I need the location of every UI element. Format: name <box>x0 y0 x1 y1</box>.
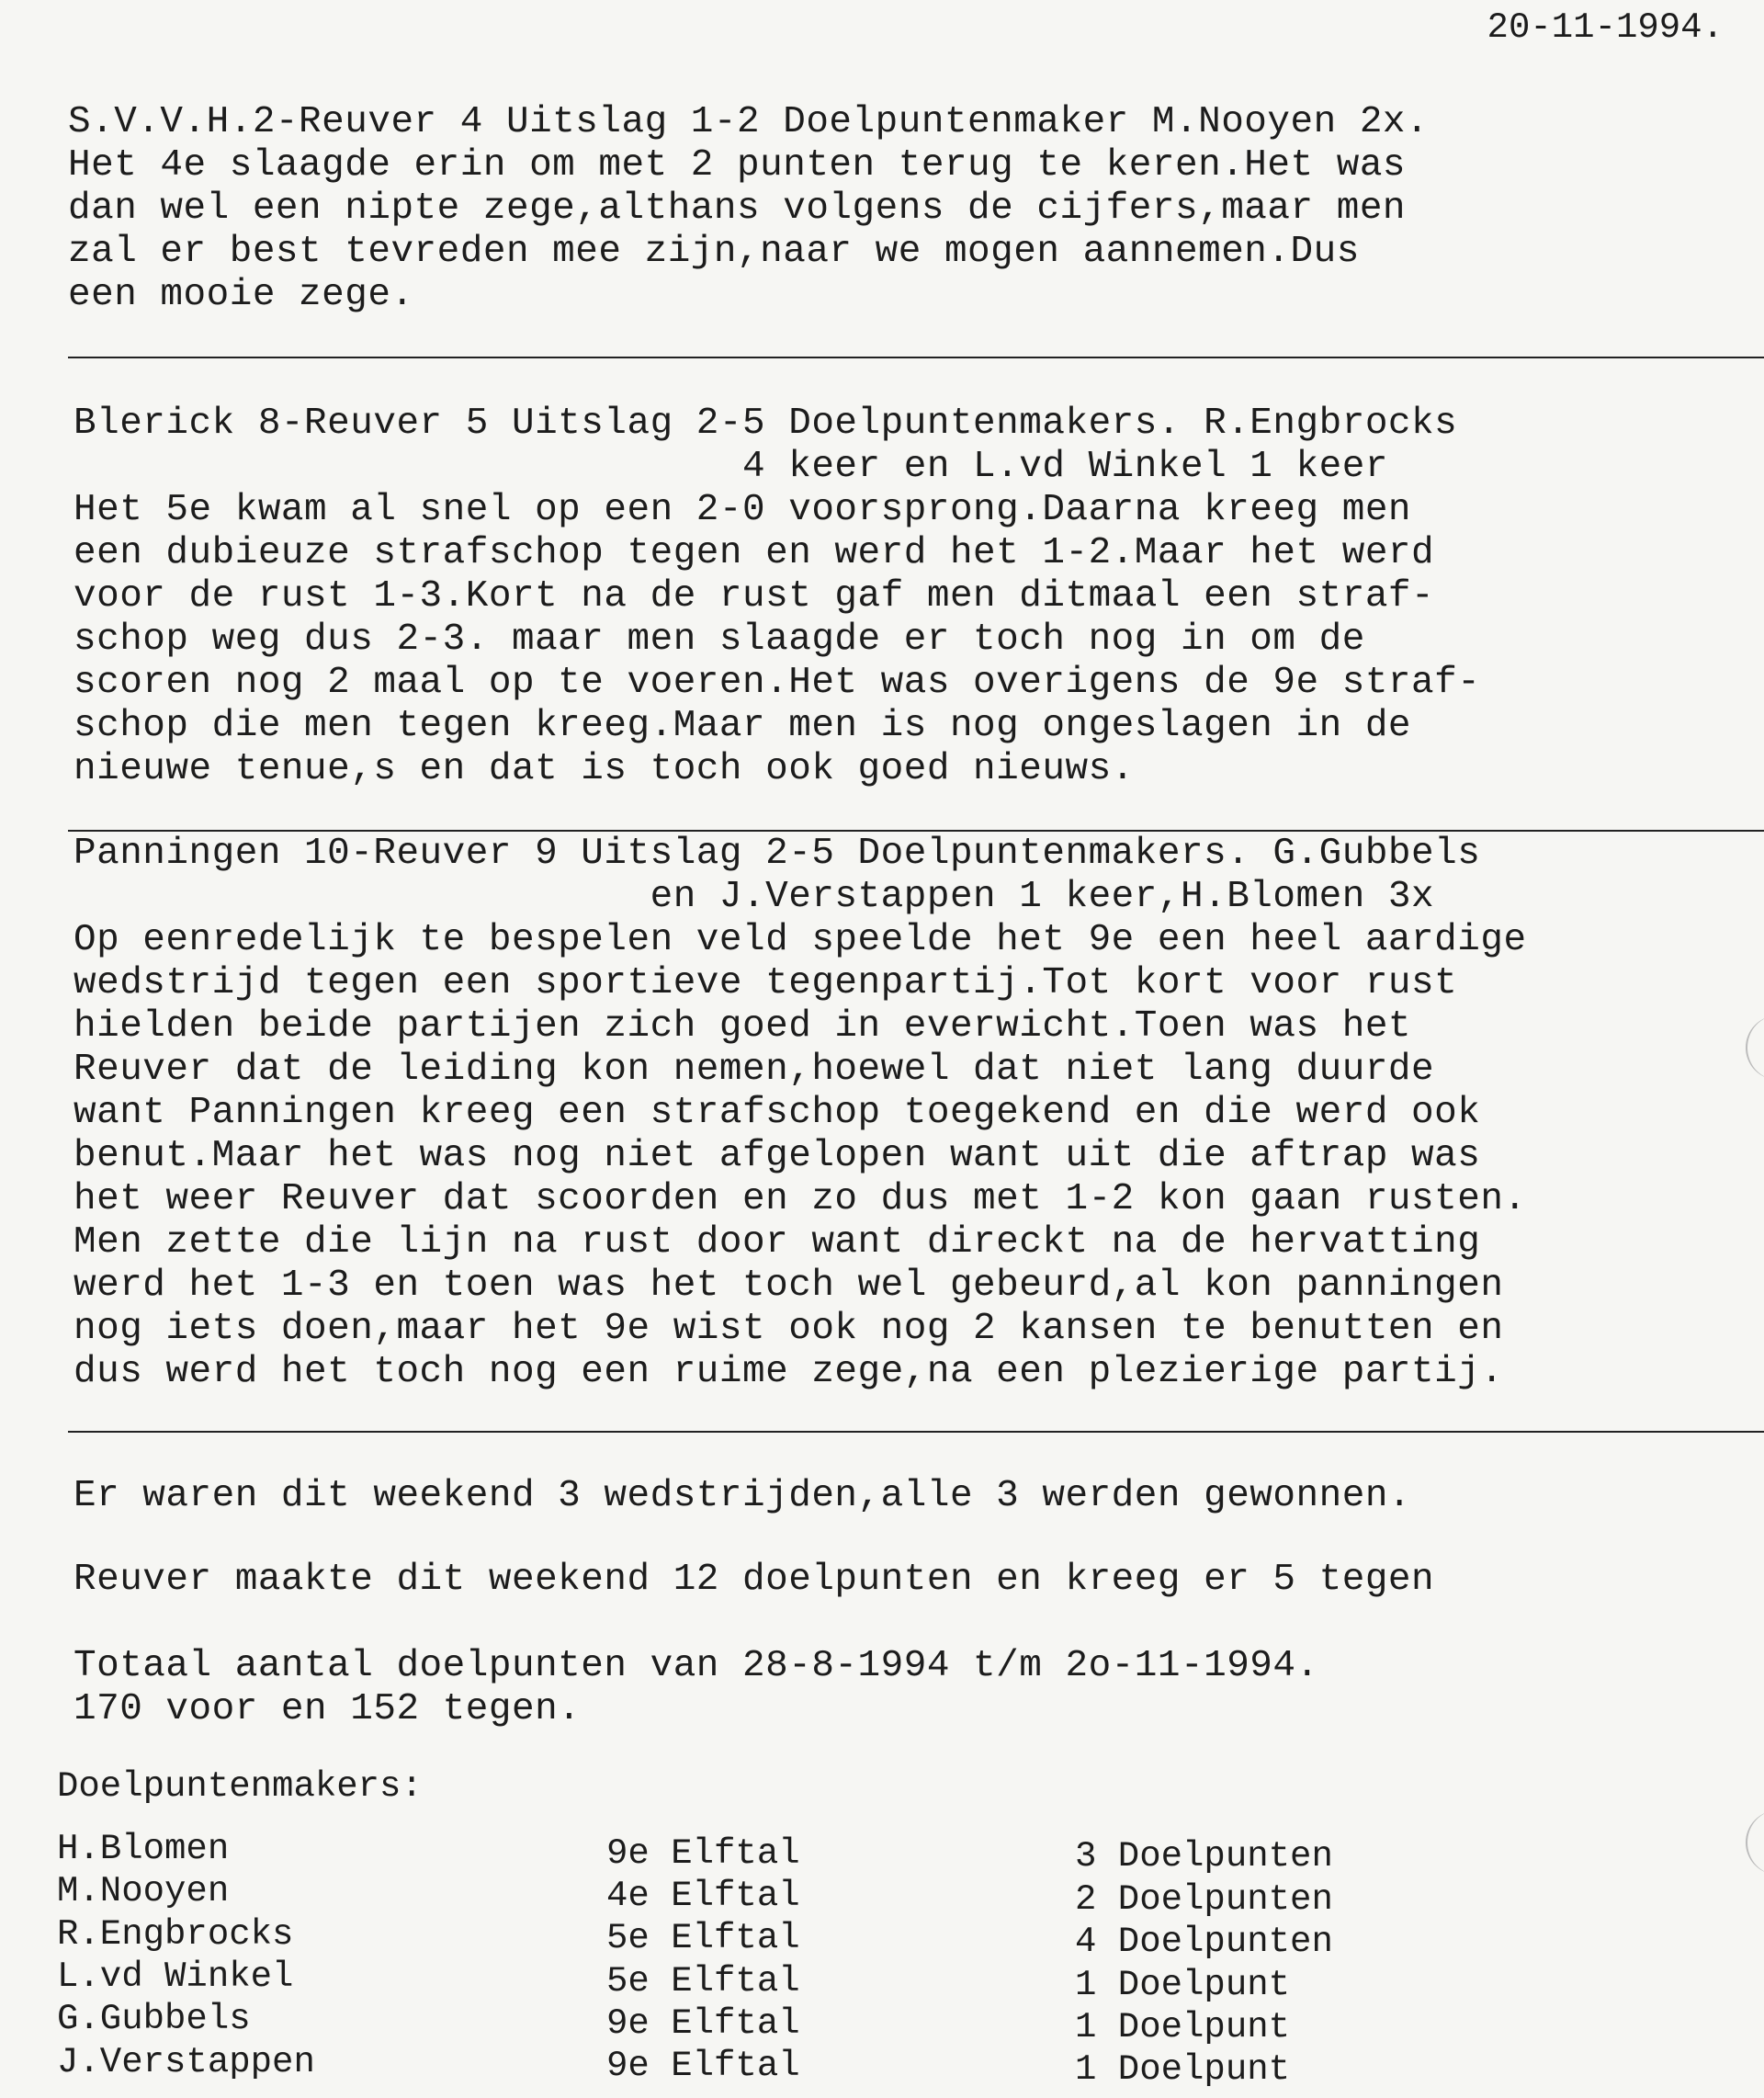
report-line: werd het 1-3 en toen was het toch wel gebeurd,al kon panningen <box>74 1264 1504 1307</box>
section-divider <box>68 357 1764 358</box>
report-line: wedstrijd tegen een sportieve tegenpartij.Tot kort voor rust <box>74 962 1458 1004</box>
scorer-name: J.Verstappen <box>57 2042 315 2082</box>
scan-edge-mark <box>1746 1015 1764 1080</box>
report-line: voor de rust 1-3.Kort na de rust gaf men ditmaal een straf- <box>74 575 1435 618</box>
summary-goals: Reuver maakte dit weekend 12 doelpunten en kreeg er 5 tegen <box>74 1559 1435 1601</box>
report-line: schop die men tegen kreeg.Maar men is nog ongeslagen in de <box>74 705 1412 747</box>
report-line: Op eenredelijk te bespelen veld speelde het 9e een heel aardige <box>74 919 1527 961</box>
section-divider <box>68 1431 1764 1433</box>
report-line: Blerick 8-Reuver 5 Uitslag 2-5 Doelpuntenmakers. R.Engbrocks <box>74 403 1458 445</box>
report-line: want Panningen kreeg een strafschop toegekend en die werd ook <box>74 1092 1481 1134</box>
scorer-team: 9e Elftal <box>606 1833 800 1874</box>
scorer-goals: 2 Doelpunten <box>1075 1879 1333 1920</box>
scorers-heading: Doelpuntenmakers: <box>57 1766 423 1807</box>
report-line: hielden beide partijen zich goed in everwicht.Toen was het <box>74 1005 1412 1048</box>
report-line: nieuwe tenue,s en dat is toch ook goed nieuws. <box>74 748 1135 790</box>
report-line: scoren nog 2 maal op te voeren.Het was overigens de 9e straf- <box>74 662 1481 704</box>
scorer-goals: 3 Doelpunten <box>1075 1836 1333 1877</box>
scan-edge-mark <box>1746 1810 1764 1875</box>
summary-total-period: Totaal aantal doelpunten van 28-8-1994 t/m 2o-11-1994. <box>74 1645 1319 1687</box>
scorer-goals: 1 Doelpunt <box>1075 1965 1291 2005</box>
report-line: een dubieuze strafschop tegen en werd het 1-2.Maar het werd <box>74 532 1435 574</box>
document-date: 20-11-1994. <box>1487 7 1724 48</box>
scorer-goals: 4 Doelpunten <box>1075 1922 1333 1962</box>
scorer-team: 9e Elftal <box>606 2046 800 2086</box>
report-line: het weer Reuver dat scoorden en zo dus met 1-2 kon gaan rusten. <box>74 1178 1527 1220</box>
scorer-team: 5e Elftal <box>606 1961 800 2002</box>
report-line: Panningen 10-Reuver 9 Uitslag 2-5 Doelpuntenmakers. G.Gubbels <box>74 833 1481 875</box>
scorer-team: 9e Elftal <box>606 2003 800 2044</box>
report-line: Het 4e slaagde erin om met 2 punten terug te keren.Het was <box>68 144 1407 187</box>
report-line: schop weg dus 2-3. maar men slaagde er toch nog in om de <box>74 618 1365 661</box>
report-line: Men zette die lijn na rust door want direckt na de hervatting <box>74 1221 1481 1264</box>
summary-total-goals: 170 voor en 152 tegen. <box>74 1688 582 1730</box>
report-line: Reuver dat de leiding kon nemen,hoewel dat niet lang duurde <box>74 1049 1435 1091</box>
scorer-goals: 1 Doelpunt <box>1075 2049 1291 2090</box>
report-line: Het 5e kwam al snel op een 2-0 voorsprong.Daarna kreeg men <box>74 489 1412 531</box>
report-line: nog iets doen,maar het 9e wist ook nog 2 kansen te benutten en <box>74 1308 1504 1350</box>
report-line: zal er best tevreden mee zijn,naar we mogen aannemen.Dus <box>68 231 1360 273</box>
scorer-name: R.Engbrocks <box>57 1914 294 1955</box>
report-line: benut.Maar het was nog niet afgelopen want uit die aftrap was <box>74 1135 1481 1177</box>
scorer-goals: 1 Doelpunt <box>1075 2007 1291 2047</box>
scorer-name: H.Blomen <box>57 1829 230 1869</box>
report-line: dus werd het toch nog een ruime zege,na een plezierige partij. <box>74 1351 1504 1393</box>
report-line: S.V.V.H.2-Reuver 4 Uitslag 1-2 Doelpuntenmaker M.Nooyen 2x. <box>68 101 1430 143</box>
scorer-team: 5e Elftal <box>606 1918 800 1958</box>
scorer-name: G.Gubbels <box>57 1999 251 2039</box>
section-divider <box>68 830 1764 832</box>
report-line: een mooie zege. <box>68 274 414 316</box>
scorer-team: 4e Elftal <box>606 1876 800 1916</box>
report-line: 4 keer en L.vd Winkel 1 keer <box>74 446 1388 488</box>
scorer-name: M.Nooyen <box>57 1871 230 1911</box>
report-line: dan wel een nipte zege,althans volgens de cijfers,maar men <box>68 187 1407 230</box>
report-line: en J.Verstappen 1 keer,H.Blomen 3x <box>74 876 1435 918</box>
scorer-name: L.vd Winkel <box>57 1956 294 1997</box>
summary-matches: Er waren dit weekend 3 wedstrijden,alle 3 werden gewonnen. <box>74 1475 1412 1517</box>
